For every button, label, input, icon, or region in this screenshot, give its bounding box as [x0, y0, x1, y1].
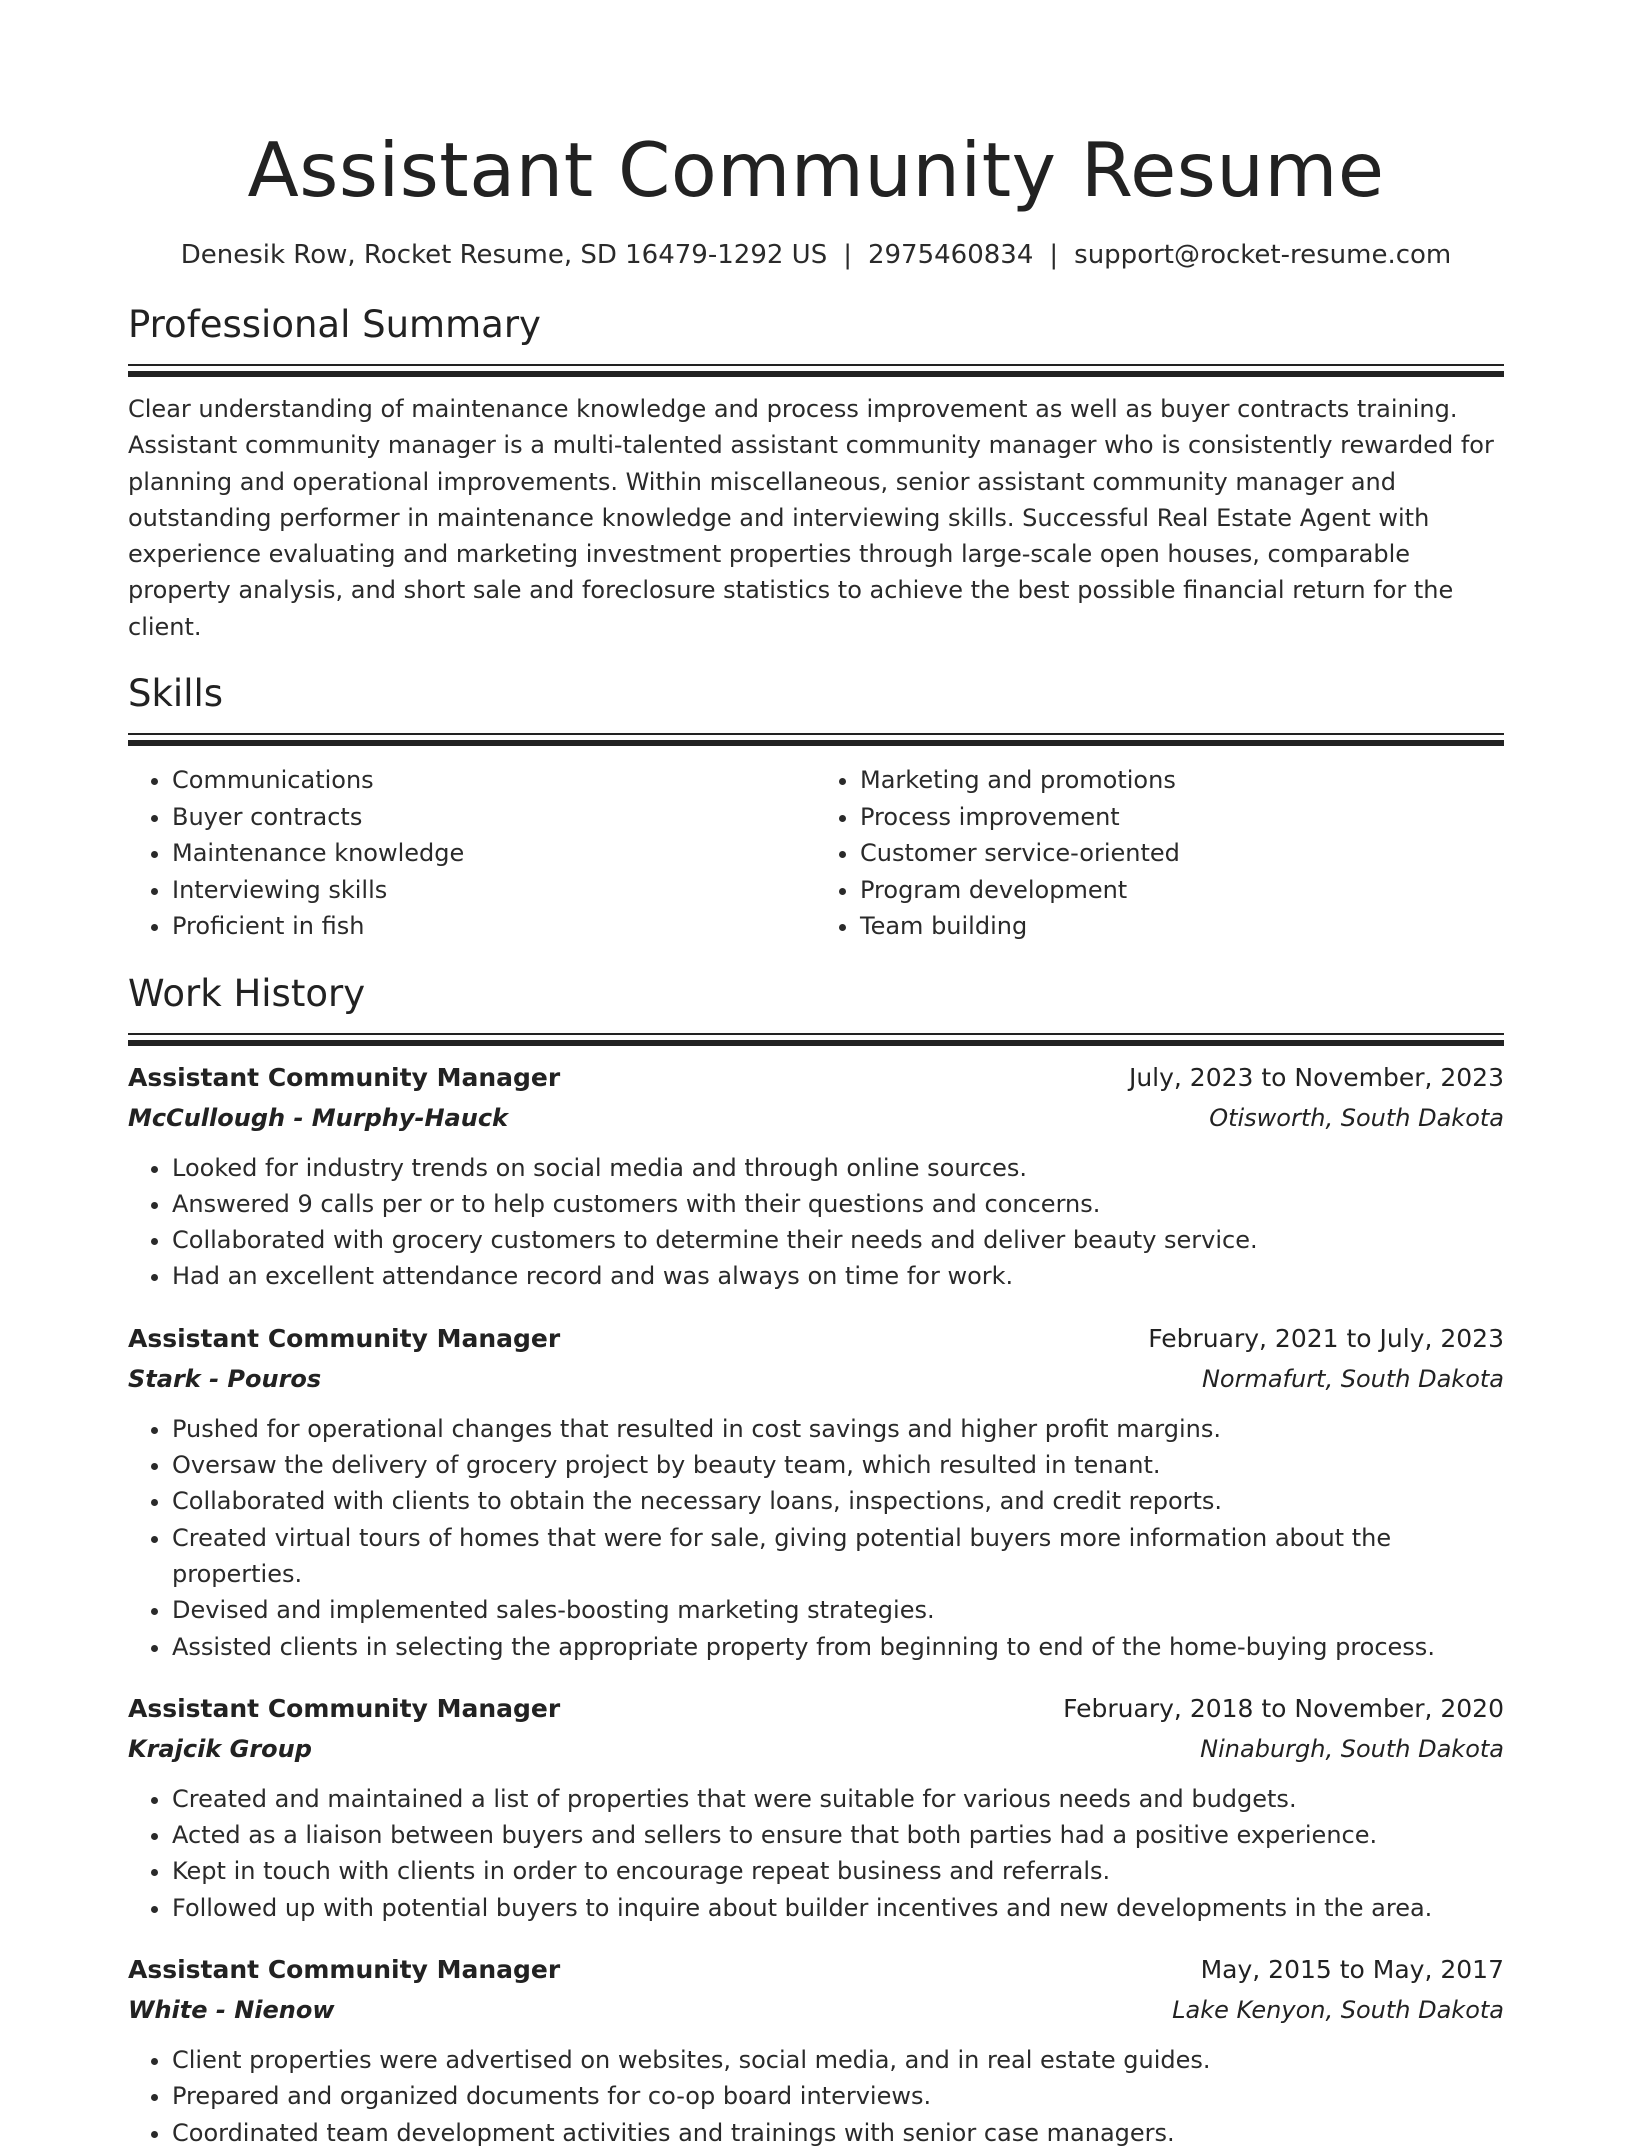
job-bullet: • Collaborated with clients to obtain the necessary loans, inspections, and credit reports. [172, 1483, 1504, 1519]
job-header-row [128, 1319, 1504, 1359]
job-dates: February, 2018 to November, 2020 [1063, 1693, 1504, 1723]
job-bullets [128, 2042, 1504, 2151]
job-bullet: • Looked for industry trends on social media and through online sources. [172, 1150, 1504, 1186]
job-entry [128, 1319, 1504, 1665]
job-bullet: • Client properties were advertised on websites, social media, and in real estate guides. [172, 2042, 1504, 2078]
skill-item: • Buyer contracts [172, 799, 816, 836]
skill-item: • Customer service-oriented [860, 835, 1504, 872]
job-location: Lake Kenyon, South Dakota [1172, 1996, 1504, 2025]
contact-separator: | [1049, 240, 1059, 270]
job-bullet: • Devised and implemented sales-boosting marketing strategies. [172, 1592, 1504, 1628]
job-employer-row [128, 1098, 1504, 1138]
skill-item: • Communications [172, 762, 816, 799]
section-heading-work-history: Work History [128, 971, 366, 1015]
job-employer-row [128, 1990, 1504, 2030]
job-title: Assistant Community Manager [128, 1323, 561, 1353]
resume-page [128, 0, 1504, 2151]
job-bullet: • Created and maintained a list of properties that were suitable for various needs and budgets. [172, 1781, 1504, 1817]
resume-title: Assistant Community Resume [247, 126, 1385, 214]
job-company: White - Nienow [128, 1996, 335, 2025]
job-bullet: • Collaborated with grocery customers to determine their needs and deliver beauty service. [172, 1222, 1504, 1258]
job-bullets [128, 1411, 1504, 1665]
skill-item: • Proficient in fish [172, 908, 816, 945]
job-bullets [128, 1781, 1504, 1926]
work-history-section [128, 971, 1504, 2151]
section-heading-skills: Skills [128, 672, 224, 716]
summary-text: Clear understanding of maintenance knowledge and process improvement as well as buyer contracts training. Assistant community manager is a multi-talented assistant community manager who is consistently rewarded for planning and operational improvements. Within miscellaneous, senior assistant community manager and outstanding performer in maintenance knowledge and interviewing skills. Successful Real Estate Agent with experience evaluating and marketing investment properties through large-scale open houses, comparable property analysis, and short sale and foreclosure statistics to achieve the best possible financial return for the client. [128, 395, 1494, 641]
job-dates: February, 2021 to July, 2023 [1148, 1323, 1504, 1353]
job-company: Stark - Pouros [128, 1364, 322, 1393]
job-bullet: • Acted as a liaison between buyers and sellers to ensure that both parties had a positive experience. [172, 1817, 1504, 1853]
job-entry [128, 1058, 1504, 1295]
job-bullet: • Had an excellent attendance record and was always on time for work. [172, 1258, 1504, 1294]
skill-item: • Maintenance knowledge [172, 835, 816, 872]
skills-list-right [816, 762, 1504, 945]
job-dates: July, 2023 to November, 2023 [1128, 1062, 1504, 1092]
skill-item: • Team building [860, 908, 1504, 945]
job-bullet: • Assisted clients in selecting the appropriate property from beginning to end of the home-buying process. [172, 1629, 1504, 1665]
job-dates: May, 2015 to May, 2017 [1200, 1955, 1504, 1985]
job-entry [128, 1950, 1504, 2151]
skill-item: • Marketing and promotions [860, 762, 1504, 799]
section-heading-summary: Professional Summary [128, 303, 541, 346]
job-entry [128, 1689, 1504, 1926]
contact-phone: 2975460834 [867, 240, 1034, 270]
job-header-row [128, 1058, 1504, 1098]
skills-grid [128, 762, 1504, 945]
job-bullet: • Created virtual tours of homes that were for sale, giving potential buyers more information about the properties. [172, 1520, 1504, 1593]
job-company: McCullough - Murphy-Hauck [128, 1103, 509, 1132]
contact-address: Denesik Row, Rocket Resume, SD 16479-1292 US [180, 240, 828, 270]
job-header-row [128, 1689, 1504, 1729]
contact-line [128, 238, 1504, 272]
job-header-row [128, 1950, 1504, 1990]
job-bullets [128, 1150, 1504, 1295]
job-location: Ninaburgh, South Dakota [1200, 1734, 1504, 1763]
job-company: Krajcik Group [128, 1734, 312, 1763]
contact-separator: | [843, 240, 852, 270]
job-bullet: • Oversaw the delivery of grocery project by beauty team, which resulted in tenant. [172, 1447, 1504, 1483]
skill-item: • Program development [860, 872, 1504, 909]
job-employer-row [128, 1729, 1504, 1769]
job-bullet: • Pushed for operational changes that resulted in cost savings and higher profit margins. [172, 1411, 1504, 1447]
section-divider [128, 1033, 1504, 1046]
job-location: Normafurt, South Dakota [1201, 1364, 1504, 1393]
skill-item: • Process improvement [860, 799, 1504, 836]
job-bullet: • Kept in touch with clients in order to encourage repeat business and referrals. [172, 1853, 1504, 1889]
job-title: Assistant Community Manager [128, 1955, 561, 1985]
job-bullet: • Followed up with potential buyers to inquire about builder incentives and new developments in the area. [172, 1890, 1504, 1926]
skills-section [128, 671, 1504, 945]
contact-email: support@rocket-resume.com [1074, 240, 1452, 270]
job-bullet: • Coordinated team development activities and trainings with senior case managers. [172, 2115, 1504, 2151]
job-bullet: • Prepared and organized documents for co-op board interviews. [172, 2078, 1504, 2114]
summary-section [128, 302, 1504, 645]
job-bullet: • Answered 9 calls per or to help customers with their questions and concerns. [172, 1186, 1504, 1222]
section-divider [128, 733, 1504, 746]
job-employer-row [128, 1359, 1504, 1399]
job-title: Assistant Community Manager [128, 1062, 561, 1092]
job-title: Assistant Community Manager [128, 1693, 561, 1723]
job-location: Otisworth, South Dakota [1209, 1103, 1504, 1132]
skills-list-left [128, 762, 816, 945]
section-divider [128, 364, 1504, 377]
skill-item: • Interviewing skills [172, 872, 816, 909]
